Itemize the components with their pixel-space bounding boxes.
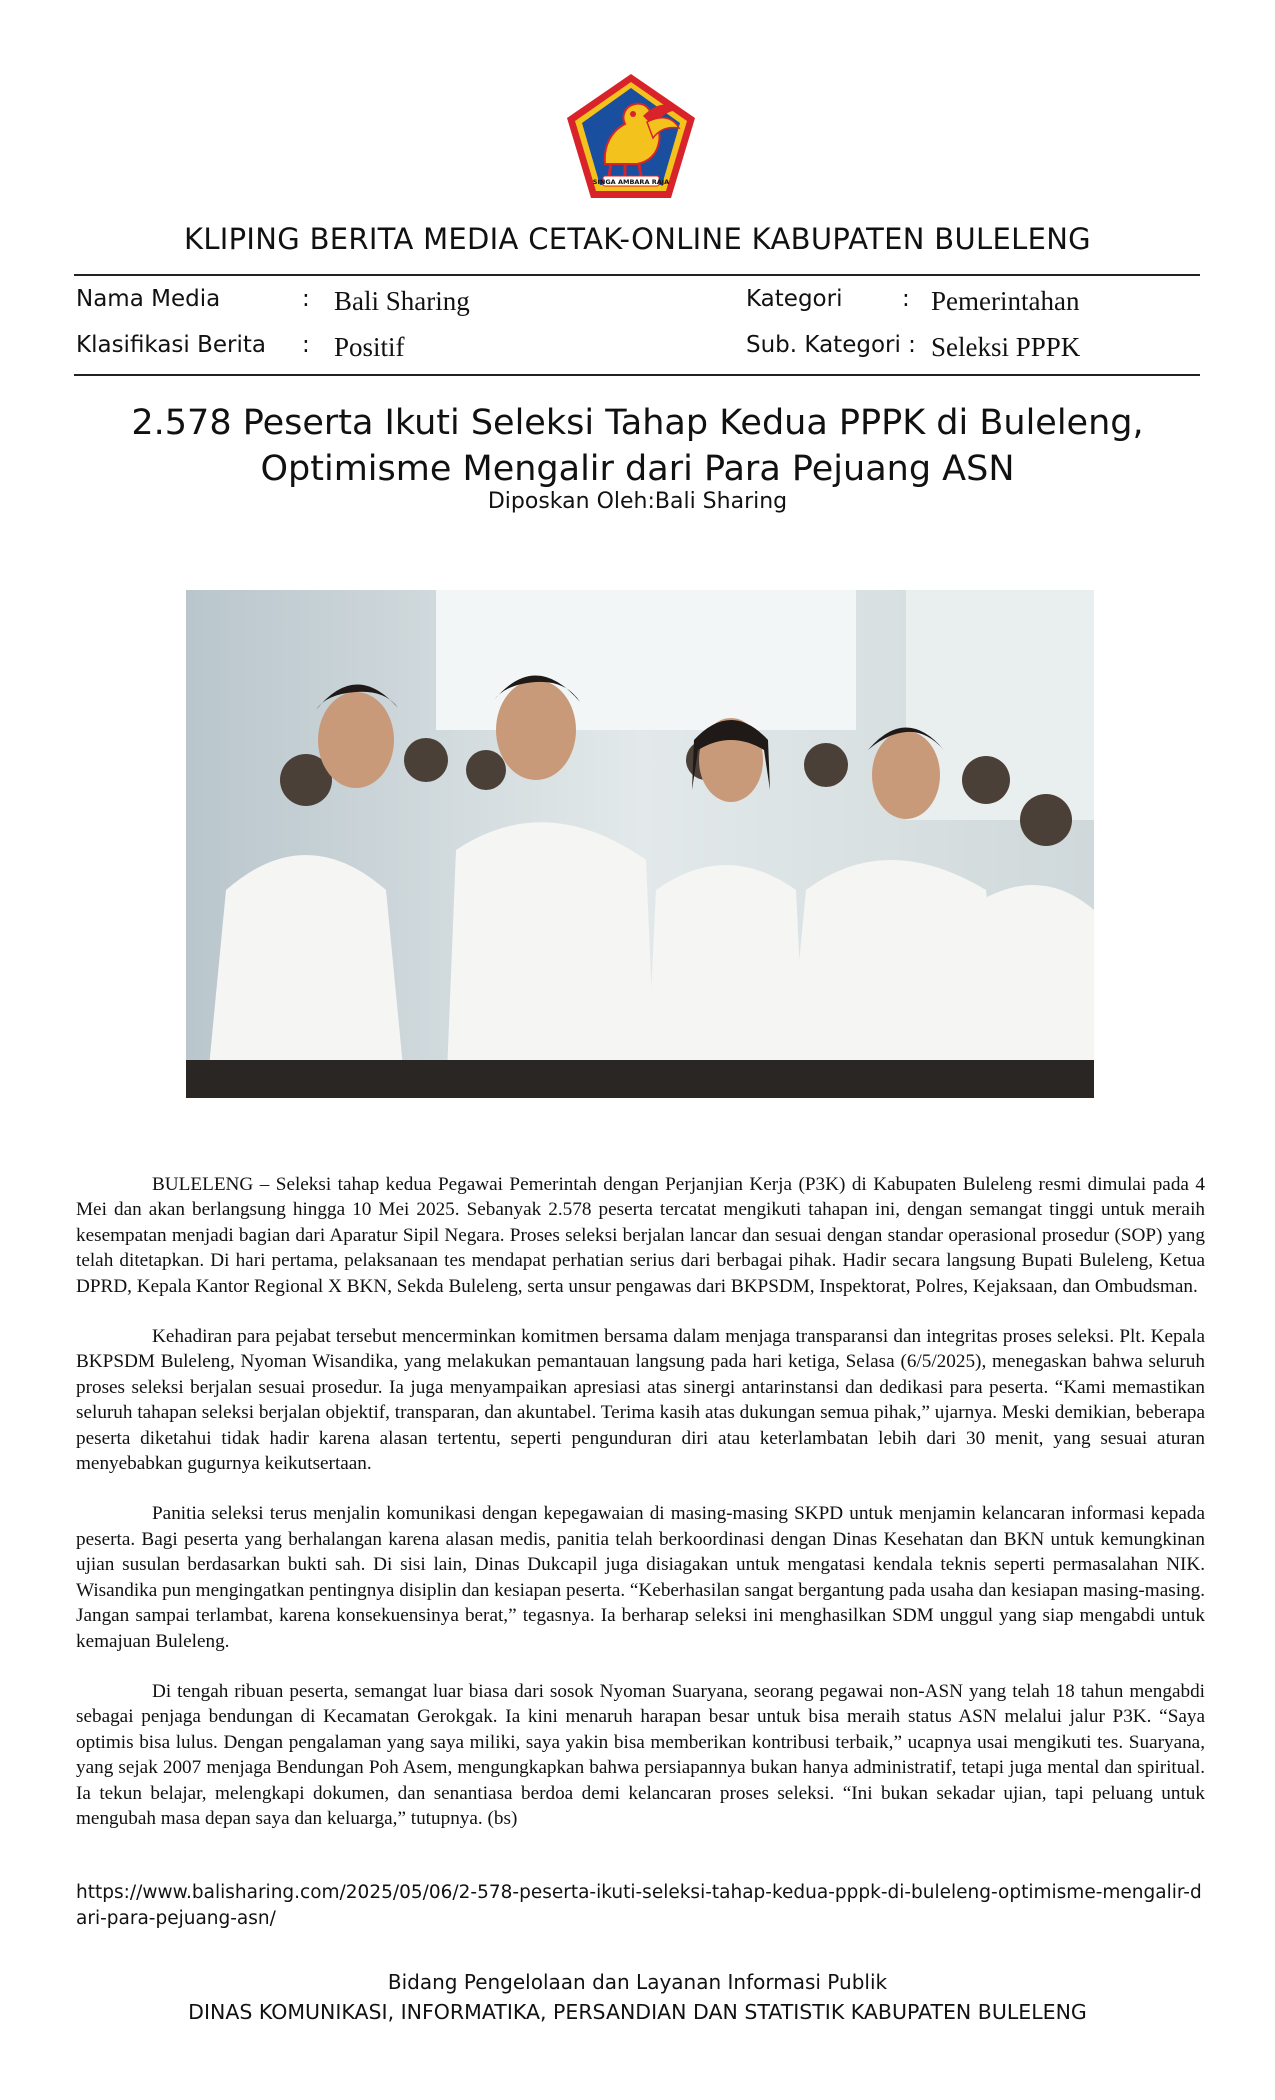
subcategory-value: Seleksi PPPK (931, 332, 1081, 362)
article-byline: Diposkan Oleh:Bali Sharing (487, 489, 788, 514)
buleleng-emblem-logo (565, 72, 697, 200)
article-paragraph: Panitia seleksi terus menjalin komunikasi dengan kepegawaian di masing-masing SKPD untuk menjamin kelancaran informasi kepada peserta. Bagi peserta yang berhalangan karena alasan medis, panitia telah berkoordinasi dengan Dinas Kesehatan dan BKN untuk kemungkinan ujian susulan berdasarkan bukti sah. Di sisi lain, Dinas Dukcapil juga disiagakan untuk mengatasi kendala teknis seperti permasalahan NIK. Wisandika pun mengingatkan pentingnya disiplin dan kesiapan peserta. “Keberhasilan sangat bergantung pada usaha dan kesiapan masing-masing. Jangan sampai terlambat, karena konsekuensinya berat,” tegasnya. Ia berharap seleksi ini menghasilkan SDM unggul yang siap mengabdi untuk kemajuan Buleleng. (76, 1503, 1206, 1652)
header-top-rule (74, 274, 1200, 276)
article-body (76, 1172, 1205, 1856)
article-paragraph: BULELENG – Seleksi tahap kedua Pegawai Pemerintah dengan Perjanjian Kerja (P3K) di Kabupaten Buleleng resmi dimulai pada 4 Mei dan akan berlangsung hingga 10 Mei 2025. Sebanyak 2.578 peserta tercatat mengikuti tahapan ini, dengan semangat tinggi untuk meraih kesempatan menjadi bagian dari Aparatur Sipil Negara. Proses seleksi berjalan lancar dan sesuai dengan standar operasional prosedur (SOP) yang telah ditetapkan. Di hari pertama, pelaksanaan tes mendapat perhatian serius dari berbagai pihak. Hadir secara langsung Bupati Buleleng, Ketua DPRD, Kepala Kantor Regional X BKN, Sekda Buleleng, serta unsur pengawas dari BKPSDM, Inspektorat, Polres, Kejaksaan, dan Ombudsman. (76, 1174, 1205, 1297)
participants-photo (186, 590, 1094, 1098)
classification-colon: : (302, 332, 310, 358)
category-label: Kategori (746, 286, 843, 312)
media-name-label: Nama Media (76, 286, 221, 312)
category-colon: : (902, 286, 910, 312)
source-url-link[interactable]: https://www.balisharing.com/2025/05/06/2-578-peserta-ikuti-seleksi-tahap-kedua-pppk-di-buleleng-optimisme-mengalir-dari-para-pejuang-asn/ (76, 1882, 1202, 1929)
header-bottom-rule (74, 374, 1200, 376)
headline-line-1: 2.578 Peserta Ikuti Seleksi Tahap Kedua PPPK di Buleleng, (131, 403, 1144, 443)
article-headline (0, 400, 1275, 492)
clipping-header-title: KLIPING BERITA MEDIA CETAK-ONLINE KABUPATEN BULELENG (184, 222, 1091, 256)
footer-agency: DINAS KOMUNIKASI, INFORMATIKA, PERSANDIAN DAN STATISTIK KABUPATEN BULELENG (188, 2000, 1087, 2024)
subcategory-label: Sub. Kategori : (746, 332, 916, 358)
article-paragraph: Di tengah ribuan peserta, semangat luar biasa dari sosok Nyoman Suaryana, seorang pegawai non-ASN yang telah 18 tahun mengabdi sebagai penjaga bendungan di Kecamatan Gerokgak. Ia kini menaruh harapan besar untuk bisa meraih status ASN melalui jalur P3K. “Saya optimis bisa lulus. Dengan pengalaman yang saya miliki, saya yakin bisa memberikan kontribusi terbaik,” ucapnya usai mengikuti tes. Suaryana, yang sejak 2007 menjaga Bendungan Poh Asem, mengungkapkan bahwa persiapannya bukan hanya administratif, tetapi juga mental dan spiritual. Ia tekun belajar, melengkapi dokumen, dan senantiasa berdoa demi kelancaran proses seleksi. “Ini bukan sekadar ujian, tapi peluang untuk mengubah masa depan saya dan keluarga,” tutupnya. (bs) (76, 1680, 1205, 1829)
media-name-value: Bali Sharing (334, 286, 470, 316)
svg-text:SINGA AMBARA RAJA: SINGA AMBARA RAJA (592, 178, 670, 186)
classification-label: Klasifikasi Berita (76, 332, 267, 358)
classification-value: Positif (334, 332, 405, 362)
category-value: Pemerintahan (931, 286, 1080, 316)
article-paragraph: Kehadiran para pejabat tersebut mencerminkan komitmen bersama dalam menjaga transparansi dan integritas proses seleksi. Plt. Kepala BKPSDM Buleleng, Nyoman Wisandika, yang melakukan pemantauan langsung pada hari ketiga, Selasa (6/5/2025), menegaskan bahwa seluruh proses seleksi berjalan sesuai prosedur. Ia juga menyampaikan apresiasi atas sinergi antarinstansi dan dedikasi para peserta. “Kami memastikan seluruh tahapan seleksi berjalan objektif, transparan, dan akuntabel. Terima kasih atas dukungan semua pihak,” ujarnya. Meski demikian, beberapa peserta diketahui tidak hadir karena alasan tertentu, seperti pengunduran diri atau keterlambatan lebih dari 30 menit, yang sesuai aturan menyebabkan gugurnya keikutsertaan. (76, 1326, 1205, 1475)
headline-line-2: Optimisme Mengalir dari Para Pejuang ASN (260, 449, 1015, 489)
footer-division: Bidang Pengelolaan dan Layanan Informasi Publik (387, 1970, 888, 1994)
media-name-colon: : (302, 286, 310, 312)
